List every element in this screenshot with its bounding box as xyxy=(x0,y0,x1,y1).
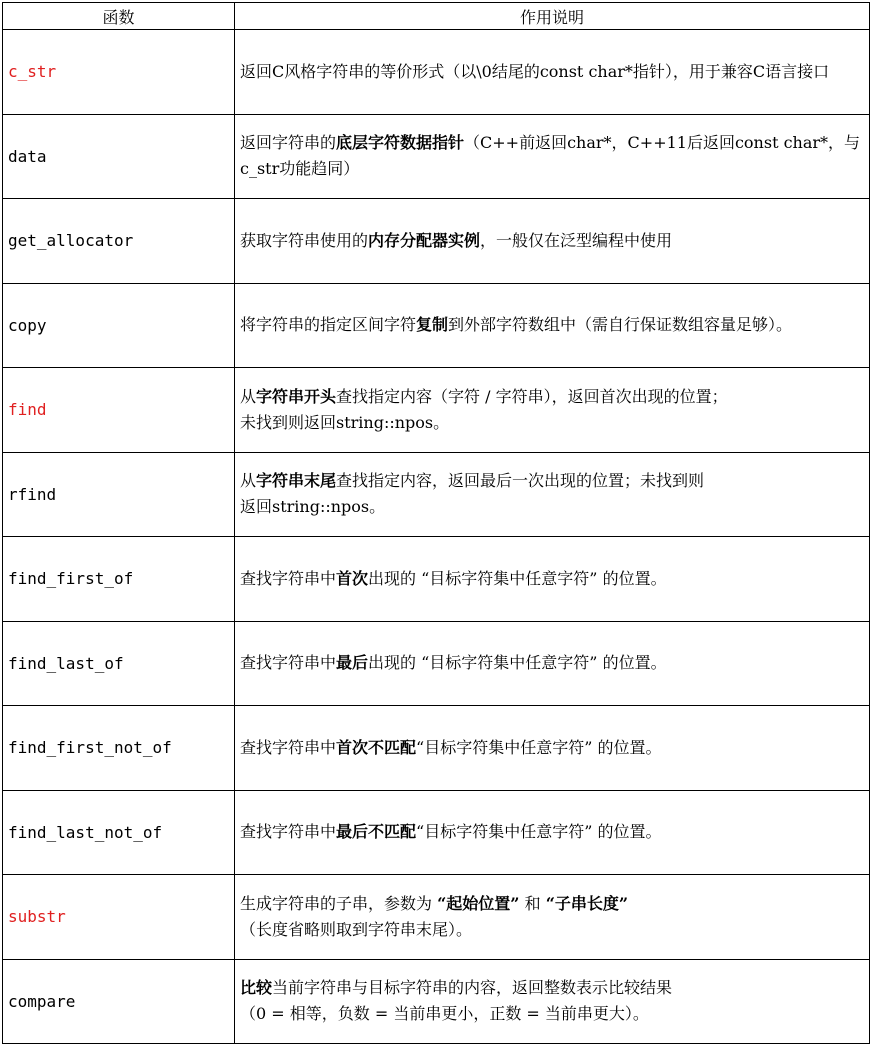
table-header-row xyxy=(3,3,870,30)
description-text xyxy=(240,59,864,85)
function-name: substr xyxy=(8,907,66,927)
description-segment: （0 = 相等，负数 = 当前串更小，正数 = 当前串更大）。 xyxy=(240,1004,649,1024)
table-row xyxy=(3,199,870,284)
function-name: find_first_of xyxy=(8,569,134,589)
description-text xyxy=(240,312,864,338)
description-segment: 生成字符串的子串，参数为 xyxy=(240,893,438,913)
description-cell xyxy=(235,114,870,199)
description-cell xyxy=(235,537,870,622)
function-name-cell xyxy=(3,875,235,960)
document xyxy=(2,2,870,1044)
function-name: find_last_not_of xyxy=(8,822,163,842)
description-cell xyxy=(235,790,870,875)
function-name-cell xyxy=(3,199,235,284)
description-emphasis: 最后不匹配 xyxy=(336,822,417,842)
function-name-cell xyxy=(3,959,235,1044)
description-segment: 查找指定内容，返回最后一次出现的位置；未找到则 xyxy=(336,471,705,491)
description-segment: 从 xyxy=(240,471,257,491)
function-name: data xyxy=(8,146,47,166)
description-segment: 查找字符串中 xyxy=(240,822,337,842)
description-segment: 和 xyxy=(519,893,546,913)
description-segment: 出现的 “目标字符集中任意字符” 的位置。 xyxy=(368,653,667,673)
description-text xyxy=(240,228,864,254)
table-row xyxy=(3,30,870,115)
description-emphasis: 首次不匹配 xyxy=(336,737,417,757)
function-name: get_allocator xyxy=(8,231,134,251)
function-name: find_first_not_of xyxy=(8,738,172,758)
description-segment: 返回字符串的 xyxy=(240,133,337,153)
description-segment: 查找字符串中 xyxy=(240,653,337,673)
description-emphasis: “起始位置” xyxy=(437,893,520,913)
description-segment: 查找字符串中 xyxy=(240,737,337,757)
function-name-cell xyxy=(3,283,235,368)
description-text xyxy=(240,650,864,676)
table-row xyxy=(3,790,870,875)
function-name-cell xyxy=(3,114,235,199)
description-segment: 未找到则返回string::npos。 xyxy=(240,412,450,432)
table-row xyxy=(3,114,870,199)
description-segment: 查找指定内容（字符 / 字符串），返回首次出现的位置； xyxy=(336,386,728,406)
description-segment: 从 xyxy=(240,386,257,406)
function-name: c_str xyxy=(8,62,57,82)
description-emphasis: 最后 xyxy=(336,653,369,673)
description-emphasis: 比较 xyxy=(240,978,273,998)
table-row xyxy=(3,875,870,960)
function-name-cell xyxy=(3,537,235,622)
description-cell xyxy=(235,452,870,537)
description-segment: “目标字符集中任意字符” 的位置。 xyxy=(416,822,662,842)
table-body xyxy=(3,30,870,1044)
description-emphasis: 底层字符数据指针 xyxy=(336,133,465,153)
description-text xyxy=(240,735,864,761)
description-emphasis: “子串长度” xyxy=(545,893,629,913)
description-segment: “目标字符集中任意字符” 的位置。 xyxy=(416,737,662,757)
description-cell xyxy=(235,875,870,960)
table-row xyxy=(3,283,870,368)
description-text xyxy=(240,130,864,182)
description-text xyxy=(240,819,864,845)
description-segment: 到外部字符数组中（需自行保证数组容量足够）。 xyxy=(448,315,793,335)
description-cell xyxy=(235,368,870,453)
description-cell xyxy=(235,959,870,1044)
description-cell xyxy=(235,706,870,791)
string-functions-table xyxy=(2,2,870,1044)
description-emphasis: 内存分配器实例 xyxy=(368,230,481,250)
table-row xyxy=(3,706,870,791)
description-text xyxy=(240,891,864,943)
function-name-cell xyxy=(3,790,235,875)
description-cell xyxy=(235,199,870,284)
description-segment: 出现的 “目标字符集中任意字符” 的位置。 xyxy=(368,568,667,588)
description-text xyxy=(240,384,864,436)
description-segment: 获取字符串使用的 xyxy=(240,230,369,250)
description-segment: 当前字符串与目标字符串的内容，返回整数表示比较结果 xyxy=(272,978,673,998)
description-segment: 将字符串的指定区间字符 xyxy=(240,315,417,335)
description-text xyxy=(240,468,864,520)
function-name-cell xyxy=(3,30,235,115)
description-text xyxy=(240,566,864,592)
header-description: 作用说明 xyxy=(235,3,870,30)
table-row xyxy=(3,621,870,706)
table-row xyxy=(3,537,870,622)
function-name: copy xyxy=(8,315,47,335)
description-segment: （C++前返回char*，C++11后返回const char*，与c_str功能趋同） xyxy=(240,133,861,179)
description-text xyxy=(240,975,864,1027)
description-cell xyxy=(235,621,870,706)
function-name: find xyxy=(8,400,47,420)
description-emphasis: 字符串末尾 xyxy=(256,471,337,491)
function-name: rfind xyxy=(8,484,57,504)
header-function: 函数 xyxy=(3,3,235,30)
description-emphasis: 复制 xyxy=(416,315,449,335)
description-segment: ，一般仅在泛型编程中使用 xyxy=(480,230,673,250)
description-segment: 查找字符串中 xyxy=(240,568,337,588)
function-name-cell xyxy=(3,452,235,537)
description-segment: 返回C风格字符串的等价形式（以\0结尾的const char*指针），用于兼容C语言接口 xyxy=(240,61,830,81)
function-name-cell xyxy=(3,706,235,791)
description-cell xyxy=(235,30,870,115)
table-row xyxy=(3,368,870,453)
function-name-cell xyxy=(3,621,235,706)
description-cell xyxy=(235,283,870,368)
description-emphasis: 首次 xyxy=(336,568,369,588)
table-row xyxy=(3,452,870,537)
table-row xyxy=(3,959,870,1044)
description-emphasis: 字符串开头 xyxy=(256,386,337,406)
function-name: find_last_of xyxy=(8,653,124,673)
description-segment: （长度省略则取到字符串末尾）。 xyxy=(240,919,473,939)
function-name: compare xyxy=(8,991,76,1011)
description-segment: 返回string::npos。 xyxy=(240,497,386,517)
function-name-cell xyxy=(3,368,235,453)
